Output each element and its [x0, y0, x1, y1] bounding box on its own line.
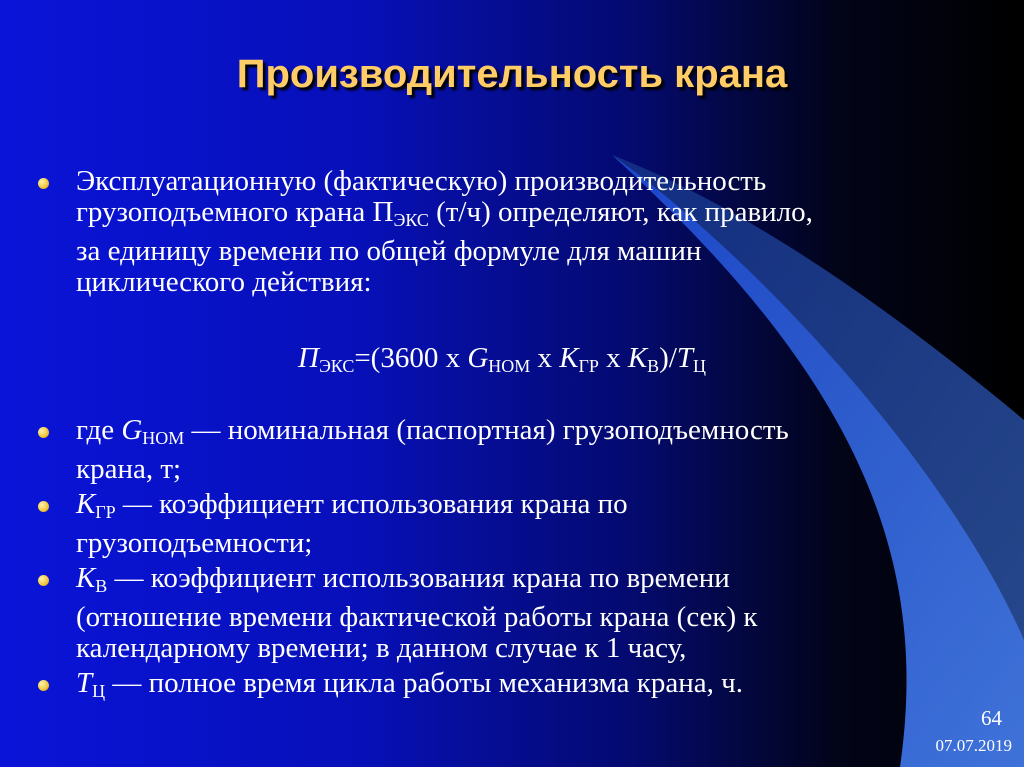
bullet-icon: [38, 427, 49, 438]
definition-k-v: $К_В$ — коэффициент использования крана по времени (отношение времени фактической работы крана (сек) к календарному времени; в данном случае к 1 часу,: [76, 562, 758, 665]
formula: $П_{ЭКС}=(3600$ х $G_{НОМ}$ х $К_{ГР}$ х $К_В)/Т_Ц$: [297, 342, 706, 377]
intro-line-4: циклического действия:: [76, 266, 372, 299]
intro-line-3: за единицу времени по общей формуле для машин: [76, 235, 702, 268]
bullet-icon: [38, 501, 49, 512]
slide-date: 07.07.2019: [935, 736, 1012, 755]
page-number: 64: [981, 706, 1002, 730]
slide-title: Производительность крана: [236, 52, 788, 96]
bullet-icon: [38, 178, 49, 189]
definition-t-c: $Т_Ц$ — полное время цикла работы механизма крана, ч.: [76, 667, 743, 702]
intro-line-2: грузоподъемного крана $П_{ЭКС}$ (т/ч) определяют, как правило,: [76, 196, 813, 231]
definition-g-nom: где $G_{НОМ}$ — номинальная (паспортная) грузоподъемность крана, т;: [76, 414, 789, 486]
definition-k-gr: $К_{ГР}$ — коэффициент использования крана по грузоподъемности;: [76, 488, 628, 560]
bullet-icon: [38, 575, 49, 586]
intro-line-1: Эксплуатационную (фактическую) производительность: [76, 165, 767, 197]
bullet-icon: [38, 680, 49, 691]
intro-paragraph: [76, 166, 813, 298]
